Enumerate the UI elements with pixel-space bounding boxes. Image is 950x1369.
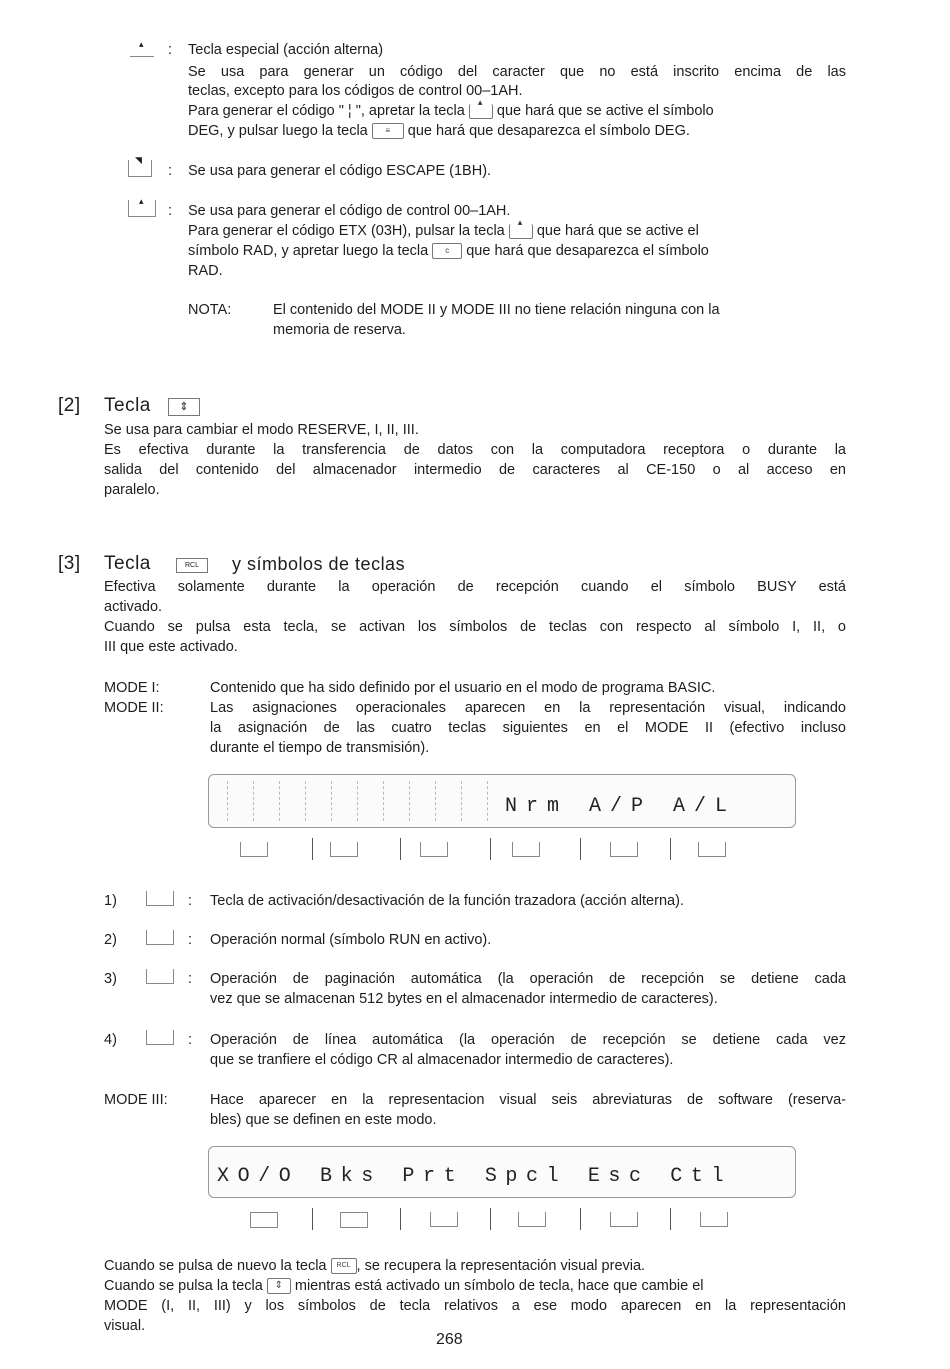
section-2-line-2: Es efectiva durante la transferencia de datos con la computadora receptora o durante la xyxy=(104,442,846,458)
lcd-display-mode-2 xyxy=(208,774,796,828)
mode-key-icon: ⇕ xyxy=(168,398,200,416)
c-key-icon: c xyxy=(432,243,462,259)
section-2-line-4: paralelo. xyxy=(104,482,160,498)
section-3-line-2: activado. xyxy=(104,599,163,615)
separator xyxy=(580,838,581,860)
colon: : xyxy=(188,971,193,987)
separator xyxy=(400,1208,401,1230)
mode-3-text-2: bles) que se definen en este modo. xyxy=(210,1112,437,1128)
section-3-line-1: Efectiva solamente durante la operación de recepción cuando el símbolo BUSY está xyxy=(104,579,846,595)
mode-1-label: MODE I: xyxy=(104,680,160,696)
item-2-key-icon xyxy=(146,930,174,945)
escape-desc: Se usa para generar el código ESCAPE (1BH). xyxy=(188,163,492,179)
special-key-icon: ▴ xyxy=(130,36,154,57)
item-4-number: 4) xyxy=(104,1032,117,1048)
key-6-icon xyxy=(698,842,726,857)
key-6-icon xyxy=(700,1212,728,1227)
key-5-icon xyxy=(610,1212,638,1227)
nota-text-2: memoria de reserva. xyxy=(273,322,406,338)
section-3-title-b: y símbolos de teclas xyxy=(232,554,406,574)
control-desc-3: símbolo RAD, y apretar luego la tecla c que hará que desaparezca el símbolo xyxy=(188,243,709,259)
control-desc-1: Se usa para generar el código de control 00–1AH. xyxy=(188,203,511,219)
colon: : xyxy=(168,203,173,219)
separator xyxy=(580,1208,581,1230)
mode-3-label: MODE III: xyxy=(104,1092,168,1108)
colon: : xyxy=(168,42,173,58)
colon: : xyxy=(188,1032,193,1048)
separator xyxy=(400,838,401,860)
key-1-icon xyxy=(250,1212,278,1228)
section-2-line-3: salida del contenido del almacenador intermedio de caracteres al CE-150 o al acceso en xyxy=(104,462,846,478)
special-key-desc-2: teclas, excepto para los códigos de control 00–1AH. xyxy=(188,83,523,99)
footer-line-4: visual. xyxy=(104,1318,146,1334)
key-2-icon xyxy=(340,1212,368,1228)
item-2-text: Operación normal (símbolo RUN en activo). xyxy=(210,932,492,948)
item-2-number: 2) xyxy=(104,932,117,948)
item-1-number: 1) xyxy=(104,893,117,909)
deg-key-icon: ▴ xyxy=(469,104,493,119)
key-3-icon xyxy=(430,1212,458,1227)
control-key-icon: ▴ xyxy=(128,200,156,217)
item-1-text: Tecla de activación/desactivación de la función trazadora (acción alterna). xyxy=(210,893,684,909)
mode-1-text: Contenido que ha sido definido por el usuario en el modo de programa BASIC. xyxy=(210,680,716,696)
section-3-number: [3] xyxy=(58,553,81,574)
item-4-text-2: que se tranfiere el código CR al almacenador intermedio de caracteres). xyxy=(210,1052,674,1068)
separator xyxy=(670,838,671,860)
section-2-title: Tecla xyxy=(104,395,151,416)
key-2-icon xyxy=(330,842,358,857)
item-3-number: 3) xyxy=(104,971,117,987)
special-key-title: Tecla especial (acción alterna) xyxy=(188,42,384,58)
mode-2-text-3: durante el tiempo de transmisión). xyxy=(210,740,430,756)
separator xyxy=(490,1208,491,1230)
rcl-key-icon: RCL xyxy=(331,1258,357,1274)
item-3-key-icon xyxy=(146,969,174,984)
mode-3-text-1: Hace aparecer en la representacion visual seis abreviaturas de software (reserva- xyxy=(210,1092,846,1108)
special-key-desc-3: Para generar el código " ¦ ", apretar la tecla ▴ que hará que se active el símbolo xyxy=(188,96,714,119)
key-3-icon xyxy=(420,842,448,857)
item-3-text-2: vez que se almacenan 512 bytes en el almacenador intermedio de caracteres). xyxy=(210,991,718,1007)
key-1-icon xyxy=(240,842,268,857)
colon: : xyxy=(188,893,193,909)
control-desc-2: Para generar el código ETX (03H), pulsar la tecla ▴ que hará que se active el xyxy=(188,216,699,239)
lcd-display-mode-3 xyxy=(208,1146,796,1198)
page-number: 268 xyxy=(436,1331,463,1348)
special-key-desc-4: DEG, y pulsar luego la tecla ≡ que hará que desaparezca el símbolo DEG. xyxy=(188,123,690,139)
rcl-key-icon: RCL xyxy=(176,558,208,573)
clear-key-icon: ≡ xyxy=(372,123,404,139)
key-4-icon xyxy=(512,842,540,857)
item-4-text-1: Operación de línea automática (la operación de recepción se detiene cada vez xyxy=(210,1032,846,1048)
footer-line-3: MODE (I, II, III) y los símbolos de tecla relativos a ese modo aparecen en la representación xyxy=(104,1298,846,1314)
lcd-text: XO/O Bks Prt Spcl Esc Ctl xyxy=(217,1165,733,1188)
section-3-line-3: Cuando se pulsa esta tecla, se activan los símbolos de teclas con respecto al símbolo I, II, o xyxy=(104,619,846,635)
separator xyxy=(670,1208,671,1230)
mode-2-text-1: Las asignaciones operacionales aparecen en la representación visual, indicando xyxy=(210,700,846,716)
special-key-desc-1: Se usa para generar un código del caracter que no está inscrito encima de las xyxy=(188,64,846,80)
section-2-line-1: Se usa para cambiar el modo RESERVE, I, II, III. xyxy=(104,422,419,438)
key-4-icon xyxy=(518,1212,546,1227)
separator xyxy=(490,838,491,860)
item-1-key-icon xyxy=(146,891,174,906)
separator xyxy=(312,838,313,860)
key-5-icon xyxy=(610,842,638,857)
colon: : xyxy=(168,163,173,179)
section-3-line-4: III que este activado. xyxy=(104,639,238,655)
mode-key-icon: ⇕ xyxy=(267,1278,291,1294)
escape-key-icon: ◥ xyxy=(128,160,152,177)
rad-key-icon: ▴ xyxy=(509,224,533,239)
footer-line-1: Cuando se pulsa de nuevo la tecla RCL , se recupera la representación visual previa. xyxy=(104,1258,646,1274)
colon: : xyxy=(188,932,193,948)
item-4-key-icon xyxy=(146,1030,174,1045)
footer-line-2: Cuando se pulsa la tecla ⇕ mientras está activado un símbolo de tecla, hace que cambie el xyxy=(104,1278,704,1294)
mode-2-label: MODE II: xyxy=(104,700,164,716)
item-3-text-1: Operación de paginación automática (la operación de recepción se detiene cada xyxy=(210,971,846,987)
nota-label: NOTA: xyxy=(188,302,232,318)
section-3-title-a: Tecla xyxy=(104,553,151,574)
lcd-text: Nrm A/P A/L xyxy=(505,795,737,818)
control-desc-4: RAD. xyxy=(188,263,223,279)
mode-2-text-2: la asignación de las cuatro teclas siguientes en el MODE II (efectivo incluso xyxy=(210,720,846,736)
section-2-number: [2] xyxy=(58,395,81,416)
nota-text-1: El contenido del MODE II y MODE III no tiene relación ninguna con la xyxy=(273,302,720,318)
separator xyxy=(312,1208,313,1230)
